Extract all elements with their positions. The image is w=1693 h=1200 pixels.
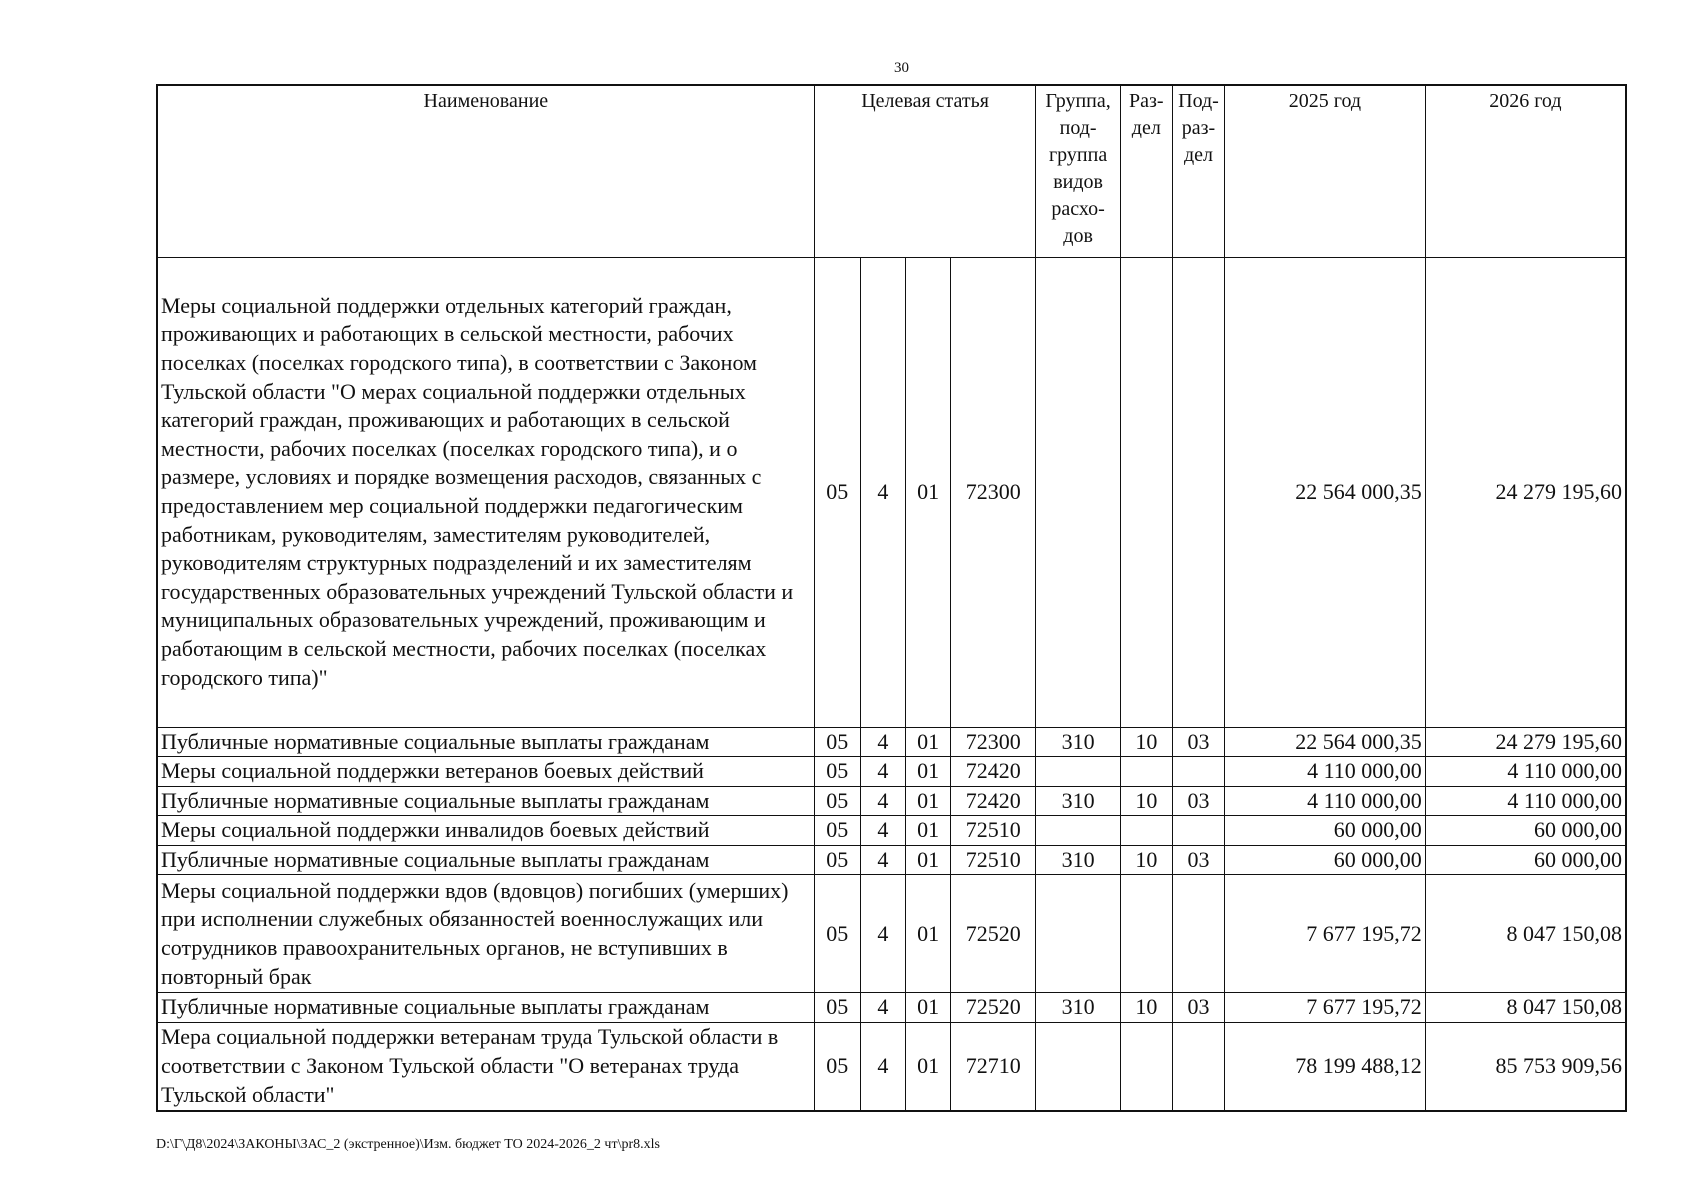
amount-2026: 60 000,00 [1425, 845, 1626, 875]
target-code-2: 4 [860, 786, 905, 816]
header-subsection: Под- раз- дел [1172, 85, 1224, 257]
subsection [1172, 875, 1224, 993]
section [1120, 875, 1172, 993]
target-code-2: 4 [860, 727, 905, 757]
amount-2025: 4 110 000,00 [1225, 757, 1426, 787]
target-code-4: 72300 [951, 727, 1036, 757]
expense-group [1036, 1023, 1120, 1111]
amount-2025: 7 677 195,72 [1225, 993, 1426, 1023]
expense-group [1036, 757, 1120, 787]
header-section: Раз- дел [1120, 85, 1172, 257]
row-name: Меры социальной поддержки отдельных категорий граждан, проживающих и работающих в сельской местности, рабочих поселках (поселках городского типа), в соответствии с Законом Тульской области "О мерах социальной поддержки отдельных категорий граждан, проживающих и работающих в сельской местности, рабочих поселках (поселках городского типа), и о размере, условиях и порядке возмещения расходов, связанных с предоставлением мер социальной поддержки педагогическим работникам, руководителям, заместителям руководителей, руководителям структурных подразделений и их заместителям государственных образовательных учреждений Тульской области и муниципальных образовательных учреждений, проживающим и работающим в сельской местности, рабочих поселках (поселках городского типа)" [157, 257, 814, 727]
target-code-4: 72710 [951, 1023, 1036, 1111]
header-year-2025: 2025 год [1225, 85, 1426, 257]
target-code-3: 01 [906, 875, 951, 993]
expense-group: 310 [1036, 727, 1120, 757]
table-body [157, 257, 1626, 1111]
subsection [1172, 257, 1224, 727]
subsection: 03 [1172, 993, 1224, 1023]
amount-2025: 60 000,00 [1225, 845, 1426, 875]
target-code-3: 01 [906, 1023, 951, 1111]
target-code-3: 01 [906, 757, 951, 787]
amount-2025: 7 677 195,72 [1225, 875, 1426, 993]
amount-2025: 22 564 000,35 [1225, 257, 1426, 727]
section [1120, 816, 1172, 846]
expense-group [1036, 816, 1120, 846]
amount-2025: 22 564 000,35 [1225, 727, 1426, 757]
target-code-1: 05 [814, 993, 860, 1023]
amount-2025: 4 110 000,00 [1225, 786, 1426, 816]
target-code-1: 05 [814, 257, 860, 727]
row-name: Публичные нормативные социальные выплаты гражданам [157, 993, 814, 1023]
target-code-3: 01 [906, 816, 951, 846]
row-name: Меры социальной поддержки ветеранов боевых действий [157, 757, 814, 787]
file-path-footer: D:\Г\Д8\2024\ЗАКОНЫ\ЗАС_2 (экстренное)\Изм. бюджет ТО 2024-2026_2 чт\pr8.xls [156, 1137, 660, 1152]
expense-group: 310 [1036, 845, 1120, 875]
table-row [157, 875, 1626, 993]
amount-2026: 24 279 195,60 [1425, 727, 1626, 757]
target-code-2: 4 [860, 757, 905, 787]
header-year-2026: 2026 год [1425, 85, 1626, 257]
expense-group [1036, 875, 1120, 993]
target-code-3: 01 [906, 727, 951, 757]
expense-group [1036, 257, 1120, 727]
section: 10 [1120, 845, 1172, 875]
subsection: 03 [1172, 845, 1224, 875]
header-name: Наименование [157, 85, 814, 257]
row-name: Меры социальной поддержки вдов (вдовцов) погибших (умерших) при исполнении служебных обязанностей военнослужащих или сотрудников правоохранительных органов, не вступивших в повторный брак [157, 875, 814, 993]
table-row [157, 757, 1626, 787]
header-expense-group: Группа, под- группа видов расхо- дов [1036, 85, 1120, 257]
section: 10 [1120, 727, 1172, 757]
target-code-3: 01 [906, 786, 951, 816]
target-code-2: 4 [860, 875, 905, 993]
amount-2026: 24 279 195,60 [1425, 257, 1626, 727]
amount-2026: 85 753 909,56 [1425, 1023, 1626, 1111]
target-code-1: 05 [814, 786, 860, 816]
amount-2026: 8 047 150,08 [1425, 993, 1626, 1023]
table-row [157, 845, 1626, 875]
table-row [157, 786, 1626, 816]
table-header-row [157, 85, 1626, 257]
amount-2026: 8 047 150,08 [1425, 875, 1626, 993]
target-code-2: 4 [860, 816, 905, 846]
header-target-article: Целевая статья [814, 85, 1036, 257]
section: 10 [1120, 993, 1172, 1023]
target-code-1: 05 [814, 757, 860, 787]
target-code-4: 72510 [951, 816, 1036, 846]
table-row [157, 257, 1626, 727]
expense-group: 310 [1036, 786, 1120, 816]
amount-2025: 78 199 488,12 [1225, 1023, 1426, 1111]
page-number: 30 [894, 60, 909, 76]
row-name: Публичные нормативные социальные выплаты гражданам [157, 727, 814, 757]
table-row [157, 727, 1626, 757]
target-code-4: 72510 [951, 845, 1036, 875]
target-code-1: 05 [814, 816, 860, 846]
table-row [157, 993, 1626, 1023]
target-code-2: 4 [860, 993, 905, 1023]
subsection: 03 [1172, 786, 1224, 816]
subsection [1172, 757, 1224, 787]
amount-2025: 60 000,00 [1225, 816, 1426, 846]
table-row [157, 1023, 1626, 1111]
subsection: 03 [1172, 727, 1224, 757]
target-code-1: 05 [814, 845, 860, 875]
section [1120, 1023, 1172, 1111]
table-row [157, 816, 1626, 846]
row-name: Меры социальной поддержки инвалидов боевых действий [157, 816, 814, 846]
section: 10 [1120, 786, 1172, 816]
target-code-3: 01 [906, 993, 951, 1023]
target-code-4: 72520 [951, 875, 1036, 993]
section [1120, 757, 1172, 787]
budget-table [156, 84, 1627, 1112]
target-code-4: 72420 [951, 786, 1036, 816]
target-code-2: 4 [860, 1023, 905, 1111]
target-code-4: 72520 [951, 993, 1036, 1023]
expense-group: 310 [1036, 993, 1120, 1023]
target-code-4: 72420 [951, 757, 1036, 787]
row-name: Публичные нормативные социальные выплаты гражданам [157, 786, 814, 816]
target-code-1: 05 [814, 1023, 860, 1111]
target-code-2: 4 [860, 845, 905, 875]
target-code-3: 01 [906, 257, 951, 727]
subsection [1172, 816, 1224, 846]
target-code-4: 72300 [951, 257, 1036, 727]
section [1120, 257, 1172, 727]
target-code-1: 05 [814, 875, 860, 993]
row-name: Публичные нормативные социальные выплаты гражданам [157, 845, 814, 875]
target-code-1: 05 [814, 727, 860, 757]
target-code-3: 01 [906, 845, 951, 875]
amount-2026: 4 110 000,00 [1425, 786, 1626, 816]
target-code-2: 4 [860, 257, 905, 727]
amount-2026: 60 000,00 [1425, 816, 1626, 846]
row-name: Мера социальной поддержки ветеранам труда Тульской области в соответствии с Законом Тульской области "О ветеранах труда Тульской области" [157, 1023, 814, 1111]
amount-2026: 4 110 000,00 [1425, 757, 1626, 787]
subsection [1172, 1023, 1224, 1111]
